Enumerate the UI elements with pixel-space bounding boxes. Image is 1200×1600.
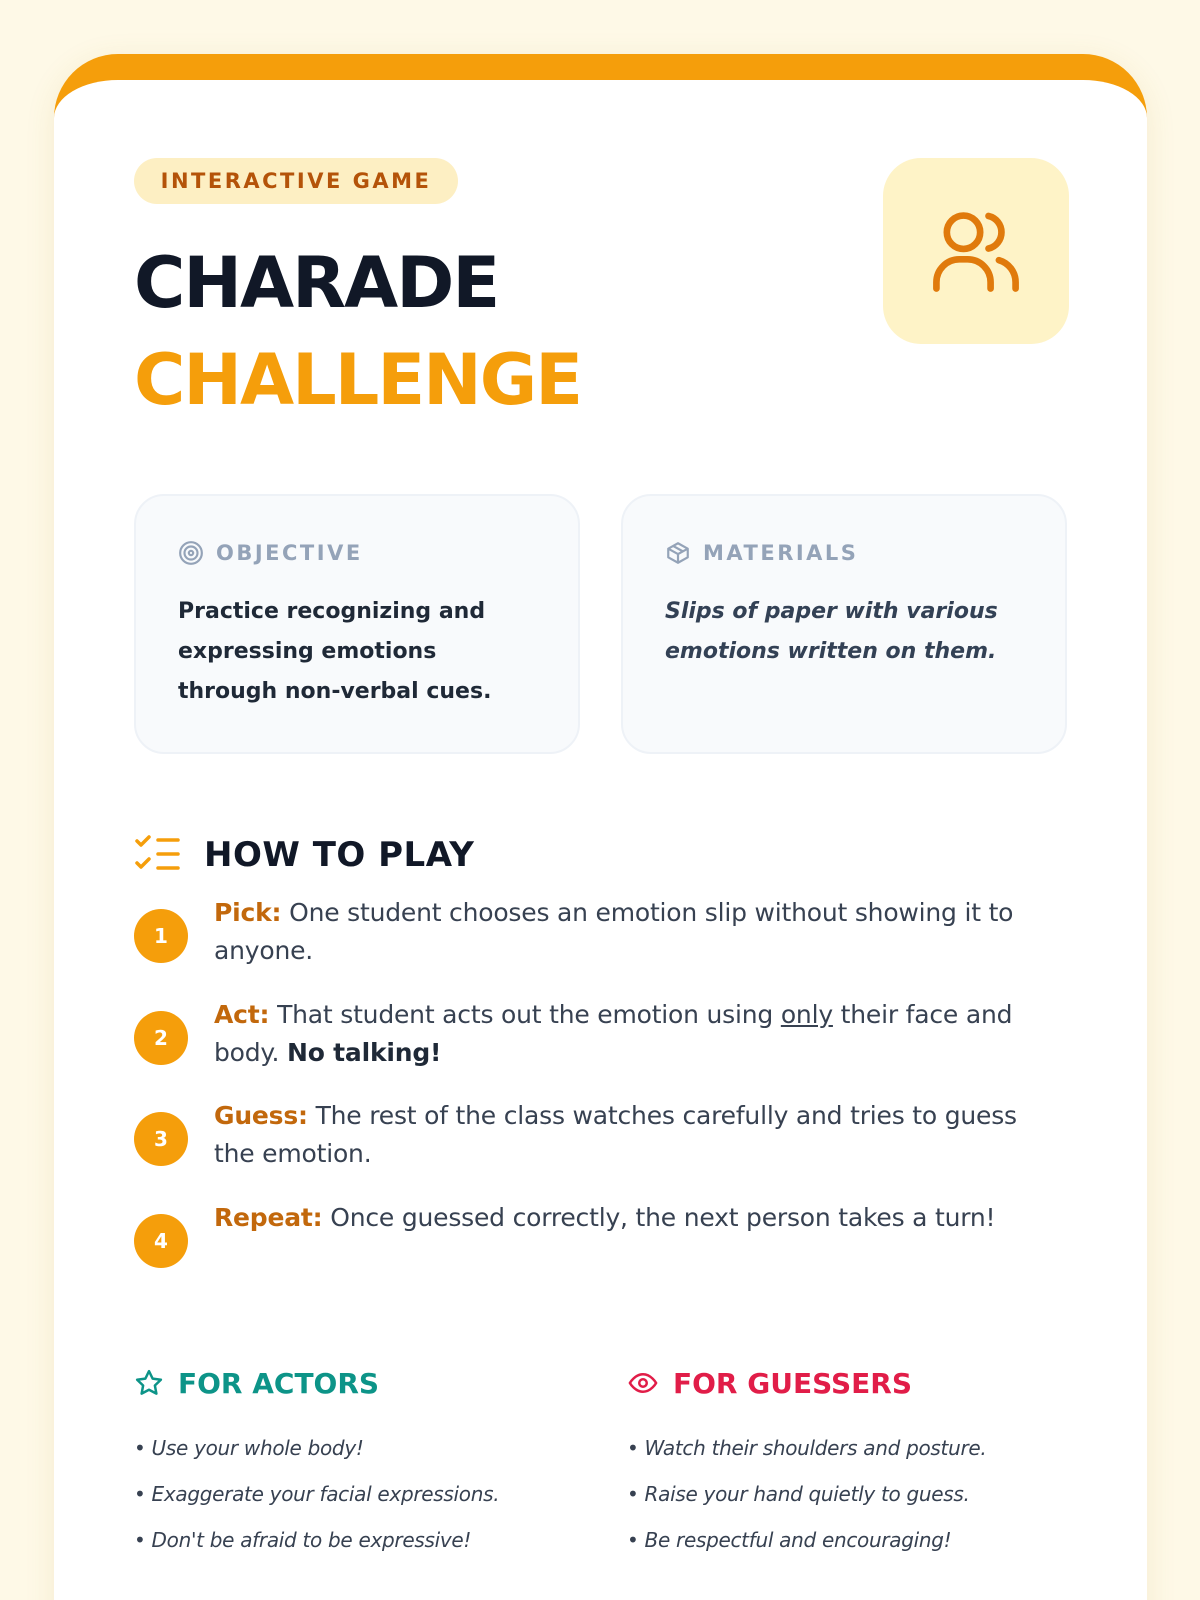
step-text bbox=[214, 996, 1064, 1072]
actors-tips bbox=[134, 1363, 574, 1563]
list-item: • Use your whole body! bbox=[134, 1436, 364, 1460]
title-line-1: CHARADE bbox=[134, 242, 499, 324]
star-icon bbox=[134, 1368, 164, 1398]
materials-heading bbox=[665, 538, 1025, 568]
guessers-list bbox=[627, 1425, 1067, 1563]
step-text bbox=[214, 894, 1064, 970]
users-icon bbox=[926, 201, 1026, 301]
materials-heading-label: MATERIALS bbox=[703, 541, 859, 565]
step-text bbox=[214, 1199, 1064, 1237]
how-to-play-title: HOW TO PLAY bbox=[204, 835, 475, 875]
step-text bbox=[214, 1097, 1064, 1173]
actors-heading-label: FOR ACTORS bbox=[178, 1366, 380, 1400]
list-item: • Raise your hand quietly to guess. bbox=[627, 1482, 970, 1506]
objective-heading bbox=[178, 538, 538, 568]
step-description: The rest of the class watches carefully and tries to guess the emotion. bbox=[214, 1101, 1017, 1168]
list-item: • Be respectful and encouraging! bbox=[627, 1528, 952, 1552]
target-icon bbox=[178, 540, 204, 566]
eye-icon bbox=[627, 1368, 659, 1398]
guessers-tips bbox=[627, 1363, 1067, 1563]
header-icon-badge bbox=[883, 158, 1069, 344]
step-description: One student chooses an emotion slip without showing it to anyone. bbox=[214, 898, 1014, 965]
step-number: 2 bbox=[134, 1011, 188, 1065]
guessers-heading-label: FOR GUESSERS bbox=[673, 1366, 913, 1400]
step-emphasis-bold: No talking! bbox=[286, 1038, 442, 1067]
step-number: 3 bbox=[134, 1112, 188, 1166]
step-number: 1 bbox=[134, 909, 188, 963]
step-emphasis-underline: only bbox=[780, 1000, 833, 1029]
step-description: Once guessed correctly, the next person takes a turn! bbox=[322, 1203, 996, 1232]
list-item: • Watch their shoulders and posture. bbox=[627, 1436, 987, 1460]
actors-heading bbox=[134, 1363, 574, 1403]
step-label: Pick: bbox=[214, 898, 282, 927]
how-to-play-heading bbox=[134, 835, 474, 875]
objective-card bbox=[134, 494, 580, 754]
materials-card bbox=[621, 494, 1067, 754]
guessers-heading bbox=[627, 1363, 1067, 1403]
title-line-2: CHALLENGE bbox=[134, 339, 582, 421]
checklist-icon bbox=[134, 835, 182, 875]
actors-list bbox=[134, 1425, 574, 1563]
materials-text: Slips of paper with various emotions written on them. bbox=[665, 599, 998, 664]
step-description: That student acts out the emotion using bbox=[269, 1000, 781, 1029]
list-item: • Exaggerate your facial expressions. bbox=[134, 1482, 500, 1506]
game-card bbox=[54, 54, 1147, 1600]
category-tag: INTERACTIVE GAME bbox=[134, 158, 458, 204]
step-label: Repeat: bbox=[214, 1203, 323, 1232]
objective-text: Practice recognizing and expressing emotions through non-verbal cues. bbox=[178, 599, 492, 704]
step-label: Guess: bbox=[214, 1101, 308, 1130]
objective-heading-label: OBJECTIVE bbox=[216, 541, 363, 565]
step-number: 4 bbox=[134, 1214, 188, 1268]
step-label: Act: bbox=[214, 1000, 270, 1029]
list-item: • Don't be afraid to be expressive! bbox=[134, 1528, 472, 1552]
step-description-cont: their face and body. bbox=[214, 1000, 1013, 1067]
box-icon bbox=[665, 540, 691, 566]
